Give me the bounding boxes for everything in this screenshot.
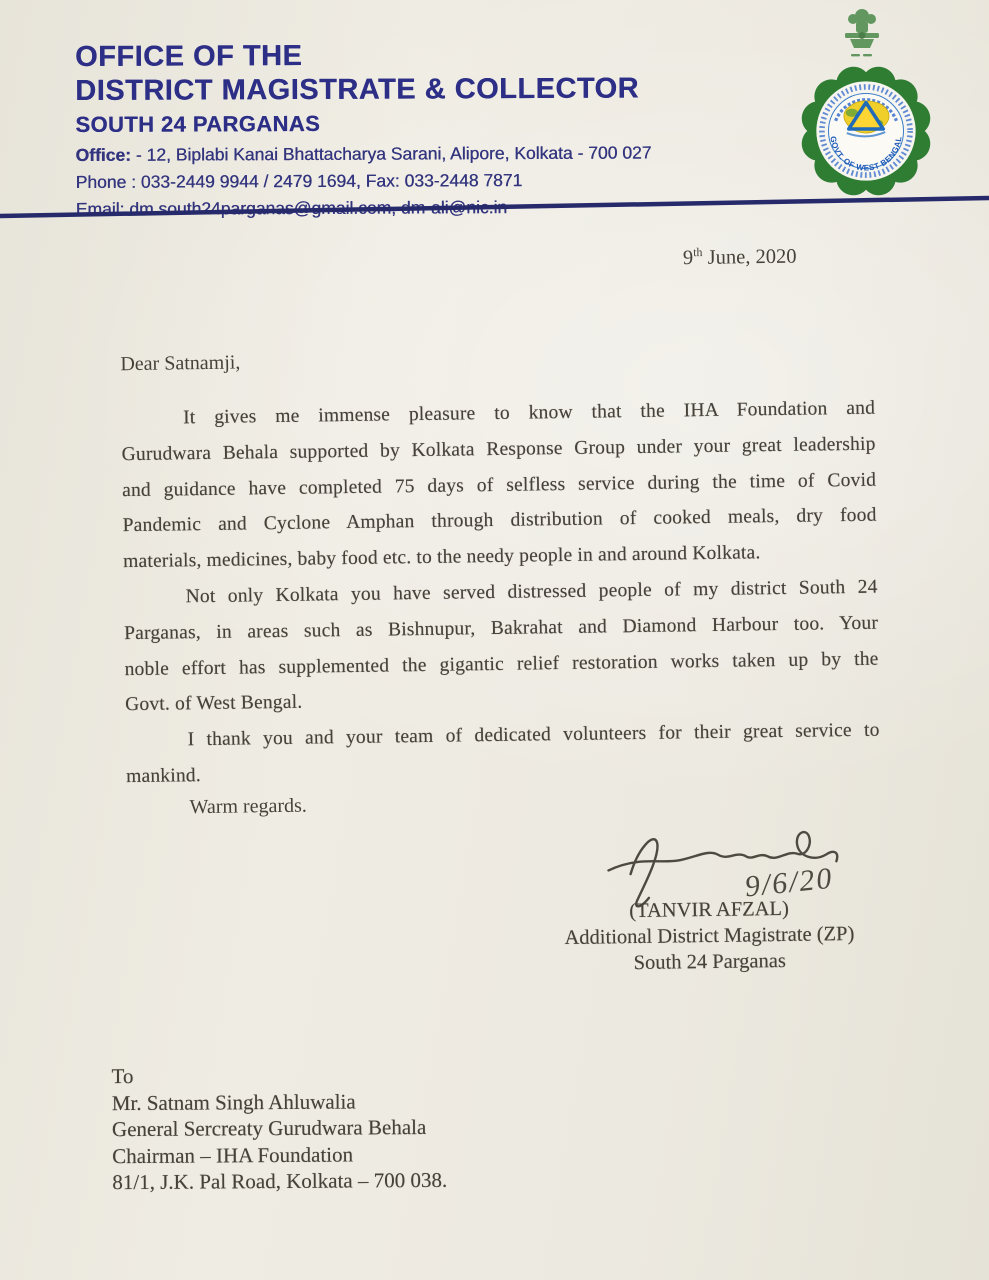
office-title-line2: DISTRICT MAGISTRATE & COLLECTOR (75, 72, 640, 107)
signatory-place: South 24 Parganas (633, 949, 787, 975)
signatory-title: Additional District Magistrate (ZP) (564, 923, 855, 950)
signatory-block (514, 894, 905, 977)
date-day: 9 (682, 247, 694, 270)
body-line: Parganas, in areas such as Bishnupur, Bakrahat and Diamond Harbour too. Your (124, 612, 879, 644)
recipient-role2: Chairman – IHA Foundation (112, 1141, 354, 1168)
body-line: Pandemic and Cyclone Amphan through distribution of cooked meals, dry food (122, 505, 877, 537)
signature-handwritten-date: 9/6/20 (743, 861, 835, 904)
body-line: mankind. (126, 765, 202, 788)
recipient-address: 81/1, J.K. Pal Road, Kolkata – 700 038. (112, 1167, 448, 1195)
office-address-label: Office: (75, 144, 131, 165)
recipient-label: To (111, 1064, 134, 1089)
body-line: Not only Kolkata you have served distressed people of my district South 24 (185, 576, 878, 608)
email-line: Email: dm.south24parganas@gmail.com, dm-ali@nic.in (75, 197, 508, 219)
letter-date (683, 244, 797, 270)
date-ordinal: th (693, 245, 703, 260)
recipient-block (112, 1061, 448, 1196)
seal-bottom-text: GOVT. OF WEST BENGAL (828, 135, 904, 173)
letter-paragraphs (121, 391, 880, 795)
office-address-text: - 12, Biplabi Kanai Bhattacharya Sarani, Alipore, Kolkata - 700 027 (130, 142, 652, 165)
body-line: materials, medicines, baby food etc. to the needy people in and around Kolkata. (123, 542, 761, 573)
body-line: Gurudwara Behala supported by Kolkata Response Group under your great leadership (121, 433, 876, 465)
body-line: noble effort has supplemented the gigantic relief restoration works taken up by the (124, 648, 879, 680)
date-month-year: June, 2020 (702, 245, 797, 269)
signatory-name: (TANVIR AFZAL) (629, 897, 789, 923)
office-title-line1: OFFICE OF THE (75, 40, 303, 73)
salutation: Dear Satnamji, (120, 351, 241, 376)
phone-fax-line: Phone : 033-2449 9944 / 2479 1694, Fax: 033-2448 7871 (75, 170, 523, 192)
closing-line: Warm regards. (189, 794, 307, 819)
body-line: and guidance have completed 75 days of selfless service during the time of Covid (122, 469, 877, 501)
recipient-role1: General Sercreaty Gurudwara Behala (111, 1114, 427, 1142)
body-line: Govt. of West Bengal. (125, 692, 303, 716)
district-name: SOUTH 24 PARGANAS (75, 110, 321, 137)
body-line: It gives me immense pleasure to know that the IHA Foundation and (183, 397, 876, 429)
recipient-name: Mr. Satnam Singh Ahluwalia (111, 1088, 356, 1115)
body-line: I thank you and your team of dedicated volunteers for their great service to (187, 719, 880, 751)
